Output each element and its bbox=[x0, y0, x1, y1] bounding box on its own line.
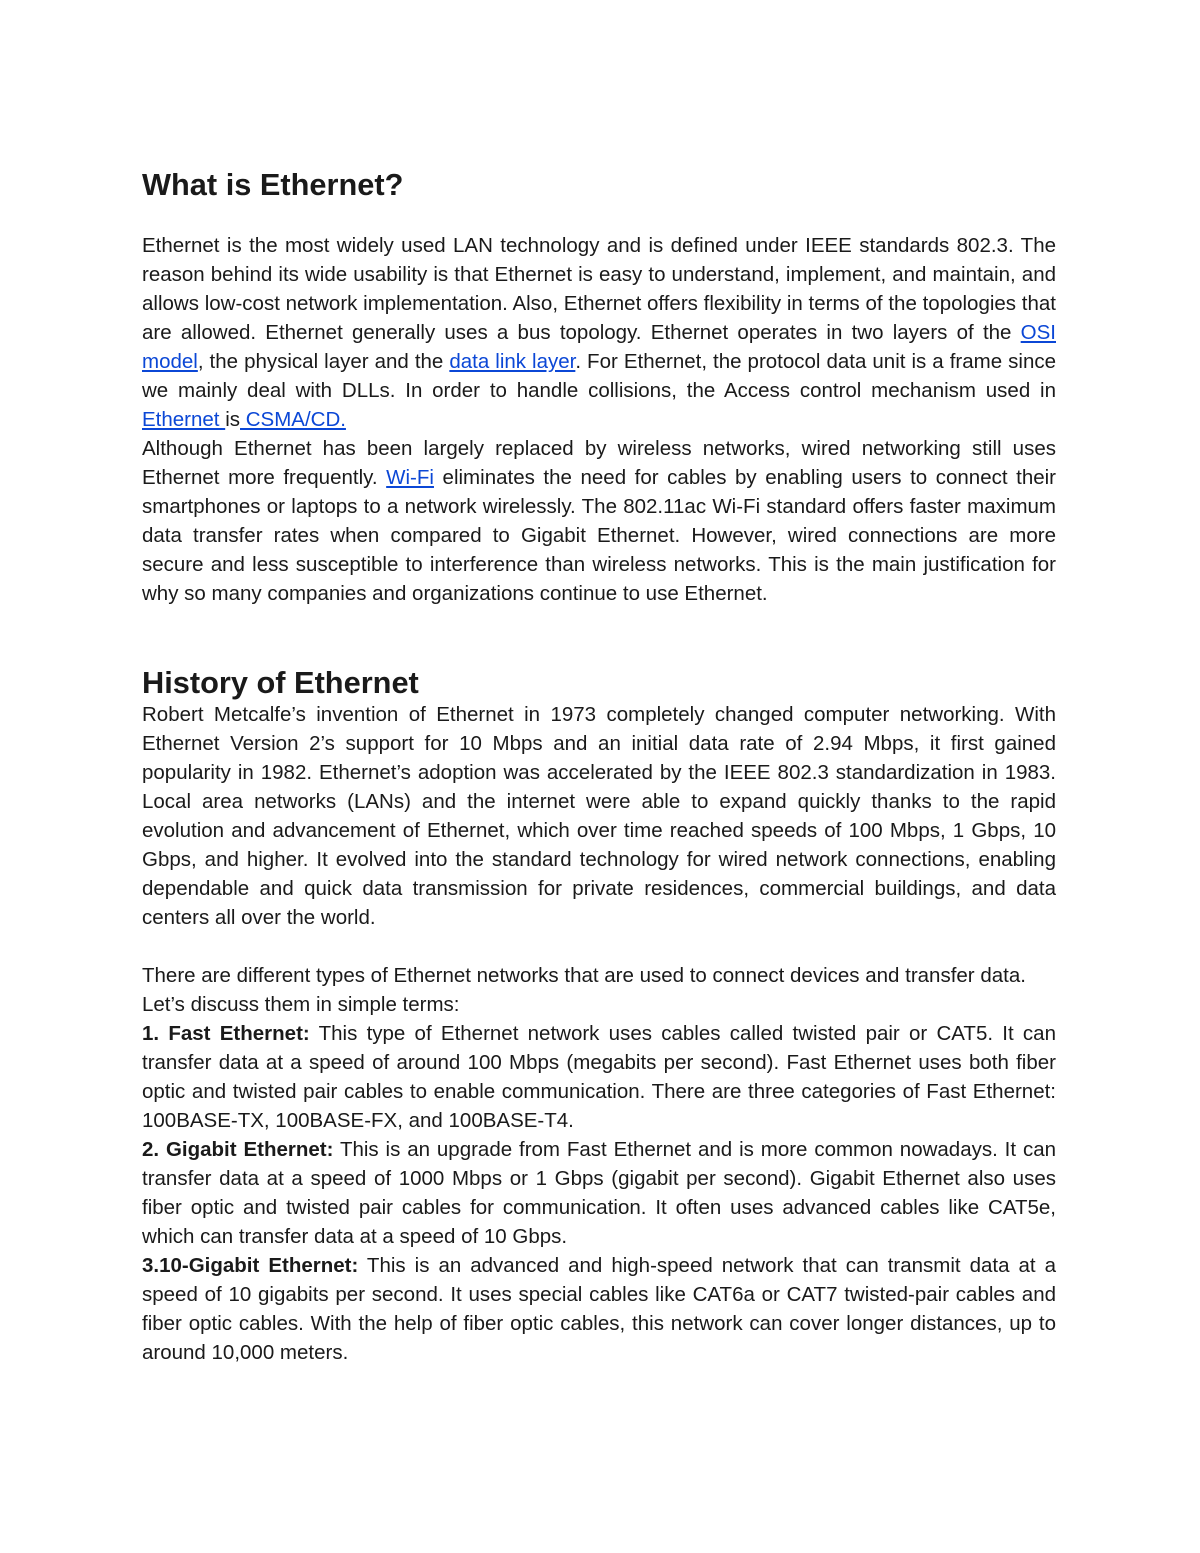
heading-history-of-ethernet: History of Ethernet bbox=[142, 665, 419, 700]
text-span: , the physical layer and the bbox=[197, 350, 450, 373]
spacer bbox=[142, 932, 1056, 961]
text-span: Although Ethernet has been largely replaced by wireless networks, wired networking still uses Ethernet more frequently. bbox=[142, 437, 1056, 489]
spacer bbox=[142, 608, 1056, 666]
document-page bbox=[142, 168, 1056, 1367]
text-span: eliminates the need for cables by enabling users to connect their smartphones or laptops to a network wirelessly. The 802.11ac Wi-Fi standard offers faster maximum data transfer rates when compared to Gigabit Ethernet. However, wired connections are more secure and less susceptible to interference than wireless networks. This is the main justification for why so many companies and organizations continue to use Ethernet. bbox=[142, 466, 1057, 605]
link-osi-model[interactable]: OSI model bbox=[142, 321, 1056, 373]
list-item-10-gigabit-ethernet bbox=[142, 1251, 1056, 1367]
paragraph-types-intro: There are different types of Ethernet networks that are used to connect devices and transfer data. bbox=[142, 964, 1026, 987]
link-ethernet[interactable]: Ethernet bbox=[142, 408, 226, 431]
text-span: . For Ethernet, the protocol data unit is a frame since we mainly deal with DLLs. In order to handle collisions, the Access control mechanism used in bbox=[142, 350, 1056, 402]
item-text: This type of Ethernet network uses cables called twisted pair or CAT5. It can transfer data at a speed of around 100 Mbps (megabits per second). Fast Ethernet uses both fiber optic and twisted pair cables to enable communication. There are three categories of Fast Ethernet: 100BASE-TX, 100BASE-FX, and 100BASE-T4. bbox=[142, 1022, 1056, 1132]
item-label: 1. Fast Ethernet: bbox=[142, 1022, 310, 1045]
link-wi-fi[interactable]: Wi-Fi bbox=[386, 466, 434, 489]
text-span: Ethernet is the most widely used LAN technology and is defined under IEEE standards 802.3. The reason behind its wide usability is that Ethernet is easy to understand, implement, and maintain, and allows low-cost network implementation. Also, Ethernet offers flexibility in terms of the topologies that are allowed. Ethernet generally uses a bus topology. Ethernet operates in two layers of the bbox=[142, 234, 1056, 344]
item-label: 3.10-Gigabit Ethernet: bbox=[142, 1254, 359, 1277]
list-item-fast-ethernet bbox=[142, 1019, 1056, 1135]
paragraph-types-lead: Let’s discuss them in simple terms: bbox=[142, 993, 460, 1016]
item-text: This is an upgrade from Fast Ethernet and is more common nowadays. It can transfer data at a speed of 1000 Mbps or 1 Gbps (gigabit per second). Gigabit Ethernet also uses fiber optic and twisted pair cables for communication. It often uses advanced cables like CAT5e, which can transfer data at a speed of 10 Gbps. bbox=[142, 1138, 1056, 1248]
heading-what-is-ethernet: What is Ethernet? bbox=[142, 167, 404, 202]
list-item-gigabit-ethernet bbox=[142, 1135, 1056, 1251]
paragraph-ethernet-definition bbox=[142, 231, 1056, 434]
paragraph-history: Robert Metcalfe’s invention of Ethernet in 1973 completely changed computer networking. With Ethernet Version 2’s support for 10 Mbps and an initial data rate of 2.94 Mbps, it first gained popularity in 1982. Ethernet’s adoption was accelerated by the IEEE 802.3 standardization in 1983. Local area networks (LANs) and the internet were able to expand quickly thanks to the rapid evolution and advancement of Ethernet, which over time reached speeds of 100 Mbps, 1 Gbps, 10 Gbps, and higher. It evolved into the standard technology for wired network connections, enabling dependable and quick data transmission for private residences, commercial buildings, and data centers all over the world. bbox=[142, 703, 1056, 929]
link-data-link-layer[interactable]: data link layer bbox=[449, 350, 576, 373]
link-csma-cd[interactable]: CSMA/CD. bbox=[240, 408, 346, 431]
paragraph-wired-vs-wireless bbox=[142, 434, 1056, 608]
item-text: This is an advanced and high-speed network that can transmit data at a speed of 10 gigabits per second. It uses special cables like CAT6a or CAT7 twisted-pair cables and fiber optic cables. With the help of fiber optic cables, this network can cover longer distances, up to around 10,000 meters. bbox=[142, 1254, 1056, 1364]
text-span: is bbox=[225, 408, 241, 431]
item-label: 2. Gigabit Ethernet: bbox=[142, 1138, 334, 1161]
